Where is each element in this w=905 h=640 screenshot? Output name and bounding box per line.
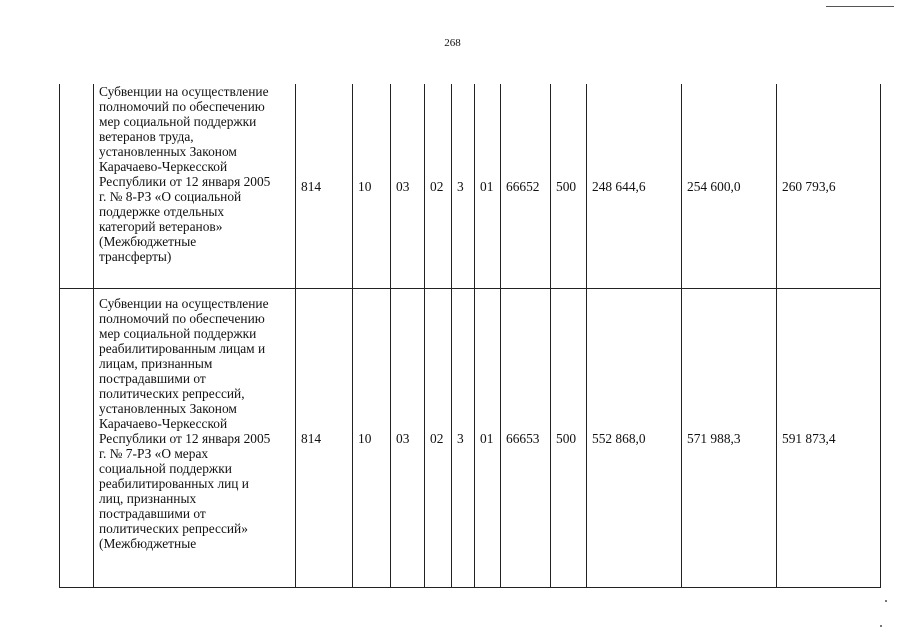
description-line: Карачаево-Черкесской xyxy=(99,416,228,431)
blank-cell xyxy=(60,84,94,289)
program-code-cell: 02 xyxy=(425,84,452,289)
description-line: установленных Законом xyxy=(99,401,237,416)
description-line: (Межбюджетные xyxy=(99,234,197,249)
subprogram-code-cell: 3 xyxy=(452,84,475,289)
description-line: Субвенции на осуществление xyxy=(99,296,269,311)
description-line: г. № 7-РЗ «О мерах xyxy=(99,446,209,461)
description-line: лицам, признанным xyxy=(99,356,213,371)
subsection-code-cell: 03 xyxy=(391,289,425,588)
description-cell xyxy=(94,84,296,289)
description-line: лиц, признанных xyxy=(99,491,197,506)
top-rule xyxy=(826,6,894,7)
description-line: мер социальной поддержки xyxy=(99,326,257,341)
description-line: социальной поддержки xyxy=(99,461,232,476)
ministry-code-cell: 814 xyxy=(296,289,353,588)
description-line: мер социальной поддержки xyxy=(99,114,257,129)
description-line: трансферты) xyxy=(99,249,172,264)
event-code-cell: 01 xyxy=(475,84,501,289)
description-line: поддержке отдельных xyxy=(99,204,225,219)
event-code-cell: 01 xyxy=(475,289,501,588)
amount-year3-cell: 260 793,6 xyxy=(777,84,881,289)
description-line: политических репрессий» xyxy=(99,521,248,536)
direction-code-cell: 66653 xyxy=(501,289,551,588)
description-line: пострадавшими от xyxy=(99,371,206,386)
description-line: установленных Законом xyxy=(99,144,237,159)
scan-speck xyxy=(885,600,887,602)
ministry-code-cell: 814 xyxy=(296,84,353,289)
description-line: реабилитированным лицам и xyxy=(99,341,266,356)
description-line: Субвенции на осуществление xyxy=(99,84,269,99)
subsection-code-cell: 03 xyxy=(391,84,425,289)
description-line: Республики от 12 января 2005 xyxy=(99,174,271,189)
table-row xyxy=(60,84,881,289)
description-line: полномочий по обеспечению xyxy=(99,99,265,114)
amount-year3-cell: 591 873,4 xyxy=(777,289,881,588)
description-line: Карачаево-Черкесской xyxy=(99,159,228,174)
description-line: полномочий по обеспечению xyxy=(99,311,265,326)
description-line: политических репрессий, xyxy=(99,386,245,401)
amount-year2-cell: 571 988,3 xyxy=(682,289,777,588)
description-line: Республики от 12 января 2005 xyxy=(99,431,271,446)
description-cell xyxy=(94,289,296,588)
description-line: (Межбюджетные xyxy=(99,536,197,551)
description-line: ветеранов труда, xyxy=(99,129,194,144)
amount-year2-cell: 254 600,0 xyxy=(682,84,777,289)
description-line: реабилитированных лиц и xyxy=(99,476,249,491)
amount-year1-cell: 552 868,0 xyxy=(587,289,682,588)
direction-code-cell: 66652 xyxy=(501,84,551,289)
description-line: г. № 8-РЗ «О социальной xyxy=(99,189,242,204)
table-row xyxy=(60,289,881,588)
description-line: категорий ветеранов» xyxy=(99,219,223,234)
description-line: пострадавшими от xyxy=(99,506,206,521)
page-number: 268 xyxy=(444,37,461,49)
section-code-cell: 10 xyxy=(353,289,391,588)
section-code-cell: 10 xyxy=(353,84,391,289)
blank-cell xyxy=(60,289,94,588)
expense-type-cell: 500 xyxy=(551,84,587,289)
budget-table xyxy=(59,84,881,588)
subprogram-code-cell: 3 xyxy=(452,289,475,588)
program-code-cell: 02 xyxy=(425,289,452,588)
amount-year1-cell: 248 644,6 xyxy=(587,84,682,289)
expense-type-cell: 500 xyxy=(551,289,587,588)
scan-speck xyxy=(880,625,882,627)
